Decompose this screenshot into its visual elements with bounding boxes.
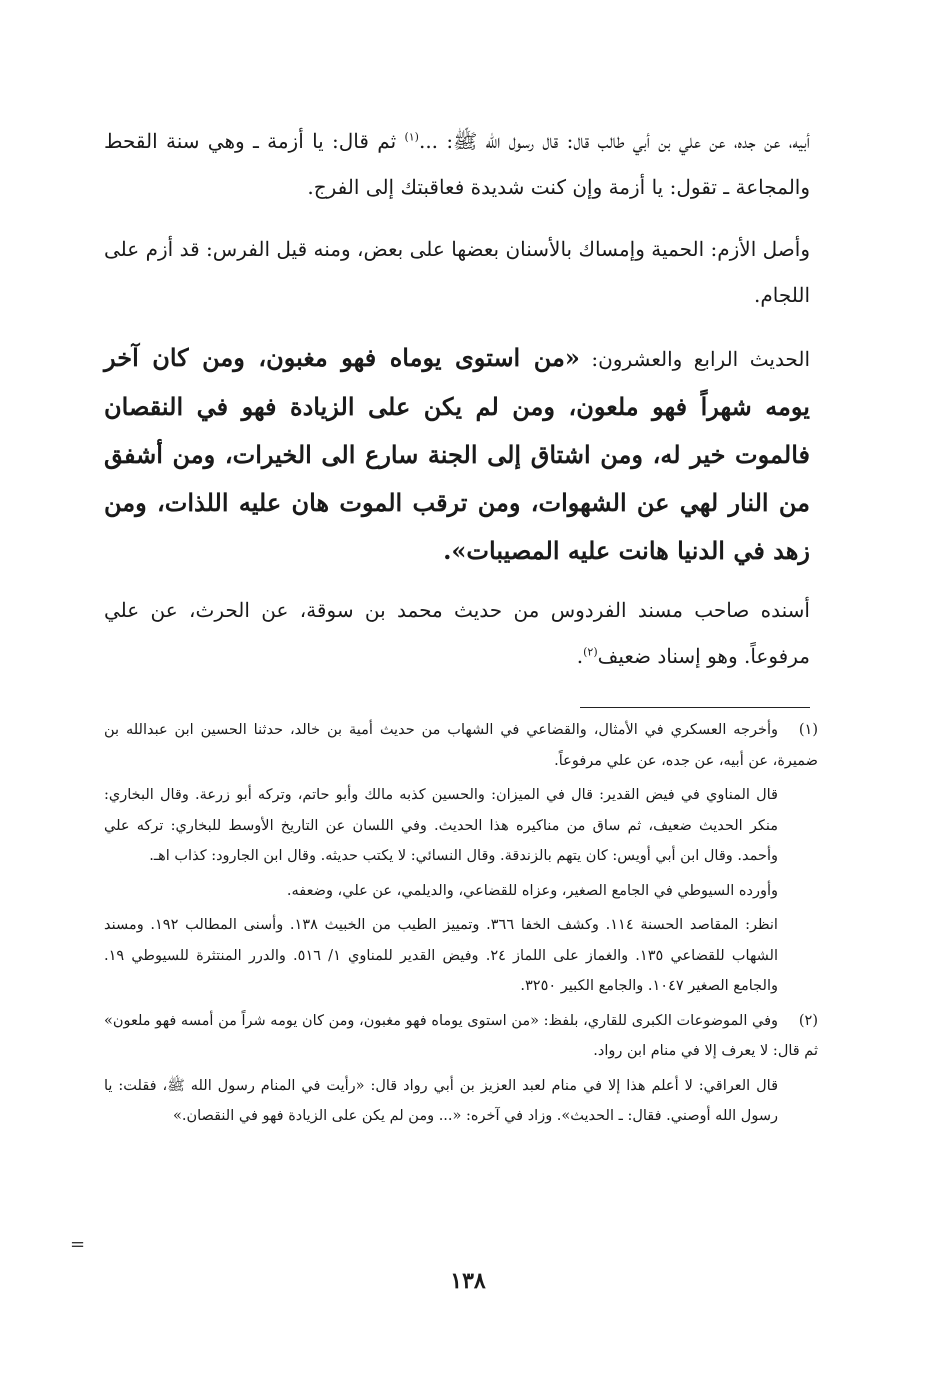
footnote-2-text: وفي الموضوعات الكبرى للقاري، بلفظ: «من استوى يوماه فهو مغبون، ومن كان يومه شراً من أمسه فهو ملعون» ثم قال: لا يعرف إلا في منام ابن رواد. [104,1012,818,1059]
paragraph-3-period: . [576,644,584,668]
footnote-ref-1: (١) [404,130,419,144]
hadith-heading: الحديث الرابع والعشرون: [579,347,810,371]
margin-mark: = [70,1234,86,1255]
footnote-1-suyuti: وأورده السيوطي في الجامع الصغير، وعزاه للقضاعي، والديلمي، عن علي، وضعفه. [286,882,778,899]
paragraph-1-text: أبيه، عن جده، عن علي بن أبي طالب قال: قال رسول الله ﷺ: ... [418,129,810,153]
footnote-2-iraqi: قال العراقي: لا أعلم هذا إلا في منام لعبد العزيز بن أبي رواد قال: «رأيت في المنام رسول الله ﷺ، فقلت: يا رسول الله أوصني. فقال: ـ الحديث». وزاد في آخره: «... ومن لم يكن على الزيادة فهو في النقصان.» [104,1077,778,1124]
footnote-1-number: (١) [798,722,818,738]
paragraph-2: وأصل الأزم: الحمية وإمساك بالأسنان بعضها على بعض، ومنه قيل الفرس: قد أزم على اللجام. [104,237,810,307]
main-text [104,118,810,695]
paragraph-3-text: أسنده صاحب مسند الفردوس من حديث محمد بن سوقة، عن الحرث، عن علي مرفوعاً. وهو إسناد ضعيف [104,598,810,668]
footnote-divider [580,707,810,708]
paragraph-3 [104,587,810,679]
footnote-2-number: (٢) [798,1012,818,1029]
hadith-text: «من استوى يوماه فهو مغبون، ومن كان آخر يومه شهراً فهو ملعون، ومن لم يكن على الزيادة فهو في النقصان فالموت خير له، ومن اشتاق إلى الجنة سارع الى الخيرات، ومن أشفق من النار لهي عن الشهوات، ومن ترقب الموت هان عليه اللذات، ومن زهد في الدنيا هانت عليه المصيبات». [104,343,810,565]
footnote-1-references: انظر: المقاصد الحسنة ١١٤. وكشف الخفا ٣٦٦. وتمييز الطيب من الخبيث ١٣٨. وأسنى المطالب ١٩٢. ومسند الشهاب للقضاعي ١٣٥. والغماز على اللماز ٢٤. وفيض القدير للمناوي ١/ ٥١٦. والدرر المنتثرة للسيوطي ١٩. والجامع الصغير ١٠٤٧. والجامع الكبير ٣٢٥٠. [104,917,779,994]
footnote-ref-2: (٢) [583,645,598,659]
footnote-1-intro [104,715,818,776]
hadith-paragraph [104,334,810,575]
page-number: ١٣٨ [450,1268,486,1294]
paragraph-1 [104,118,810,210]
footnote-1-manawi: قال المناوي في فيض القدير: قال في الميزان: والحسين كذبه مالك وأبو حاتم، وتركه أبو زرعة. وقال البخاري: منكر الحديث ضعيف، ثم ساق من مناكيره هذا الحديث. وفي اللسان عن التاريخ الأوسط للبخاري: تركه علي وأحمد. وقال ابن أبي أويس: كان يتهم بالزندقة. وقال النسائي: لا يكتب حديثه. وقال ابن الجارود: كذاب اهـ. [104,787,778,864]
footnote-1-text: وأخرجه العسكري في الأمثال، والقضاعي في الشهاب من حديث أمية بن خالد، حدثنا الحسين ابن عبدالله بن ضميرة، عن أبيه، عن جده، عن علي مرفوعاً. [104,722,818,769]
paragraph-1-continuation: ثم قال: يا أزمة ـ وهي سنة القحط والمجاعة ـ تقول: يا أزمة وإن كنت شديدة فعاقبتك إلى الفرج. [104,129,810,199]
footnotes-section [104,715,818,1136]
footnote-2-intro [104,1006,818,1067]
